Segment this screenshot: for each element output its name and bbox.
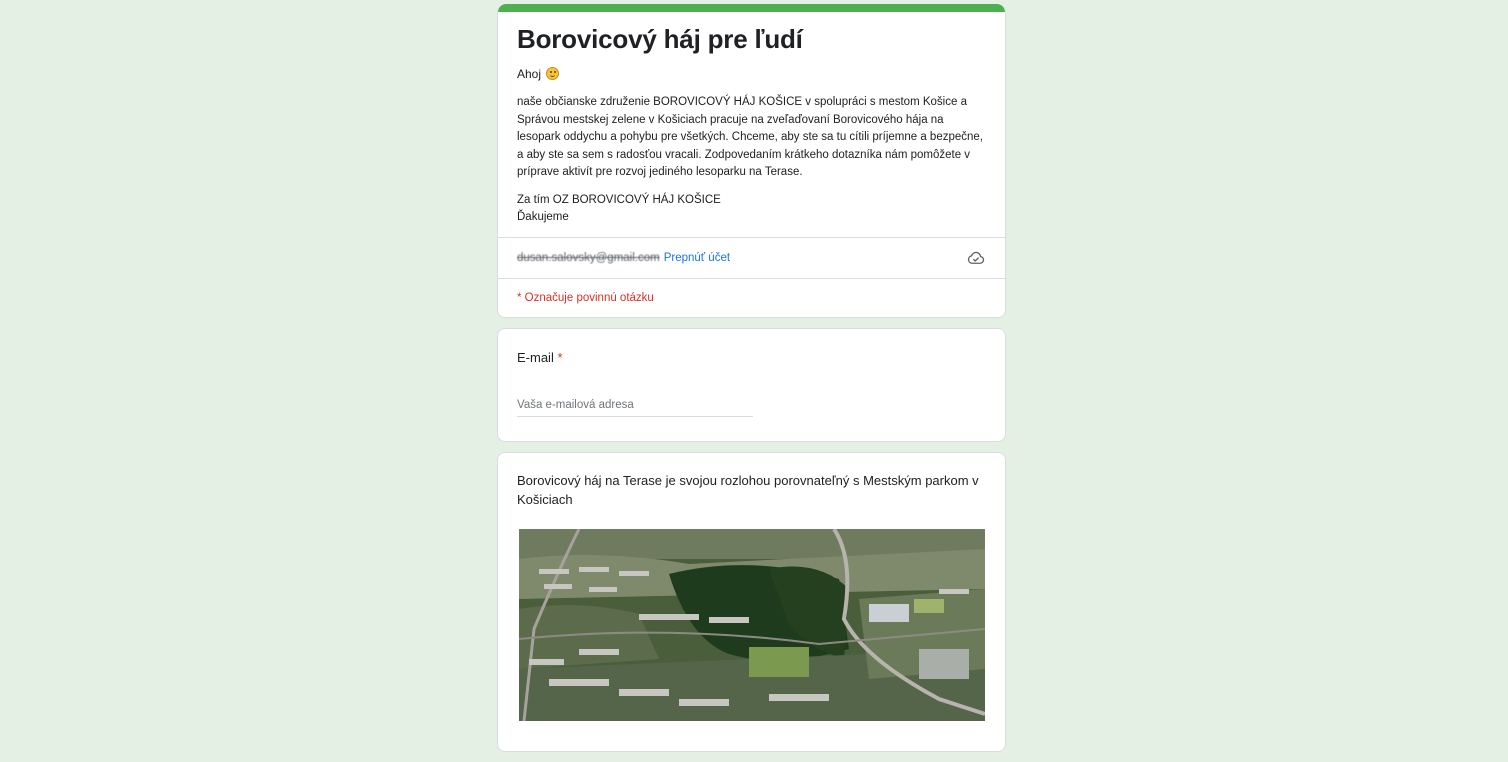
- form-container: [497, 4, 1006, 762]
- signature-line-2: Ďakujeme: [517, 211, 569, 223]
- account-email: dusan.salovsky@gmail.com: [517, 251, 660, 264]
- required-star: *: [557, 349, 563, 365]
- aerial-map-image: [519, 529, 985, 721]
- email-field[interactable]: [517, 399, 753, 417]
- park-question-label: Borovicový háj na Terase je svojou rozlohou porovnateľný s Mestským parkom v Košiciach: [517, 472, 979, 507]
- greeting-text: Ahoj: [517, 67, 542, 81]
- accent-bar: [498, 4, 1005, 12]
- account-row: [498, 237, 1005, 278]
- email-label-text: E-mail: [517, 349, 554, 365]
- switch-account-link[interactable]: Prepnúť účet: [663, 251, 731, 264]
- email-question-card: [497, 328, 1006, 442]
- header-body: [498, 12, 1005, 237]
- form-description: naše občianske združenie BOROVICOVÝ HÁJ KOŠICE v spolupráci s mestom Košice a Správou mestskej zelene v Košiciach pracuje na zveľaďovaní Borovicového hája na lesopark oddychu a pohybu pre všetkých. Chceme, aby ste sa tu cítili príjemne a bezpečne, a aby ste sa sem s radosťou vracali. Zodpovedaním krátkeho dotazníka nám pomôžete v príprave aktivít pre rozvoj jediného lesoparku na Terase.: [517, 96, 984, 178]
- cloud-check-icon: [966, 249, 986, 267]
- required-note: * Označuje povinnú otázku: [498, 278, 1005, 317]
- email-question-label: [517, 349, 986, 367]
- smiley-icon: [546, 67, 559, 80]
- greeting-line: [517, 66, 986, 82]
- form-title: Borovicový háj pre ľudí: [517, 24, 803, 54]
- signature: [517, 192, 986, 227]
- park-question-card: [497, 452, 1006, 752]
- form-header-card: [497, 4, 1006, 318]
- signature-line-1: Za tím OZ BOROVICOVÝ HÁJ KOŠICE: [517, 193, 721, 206]
